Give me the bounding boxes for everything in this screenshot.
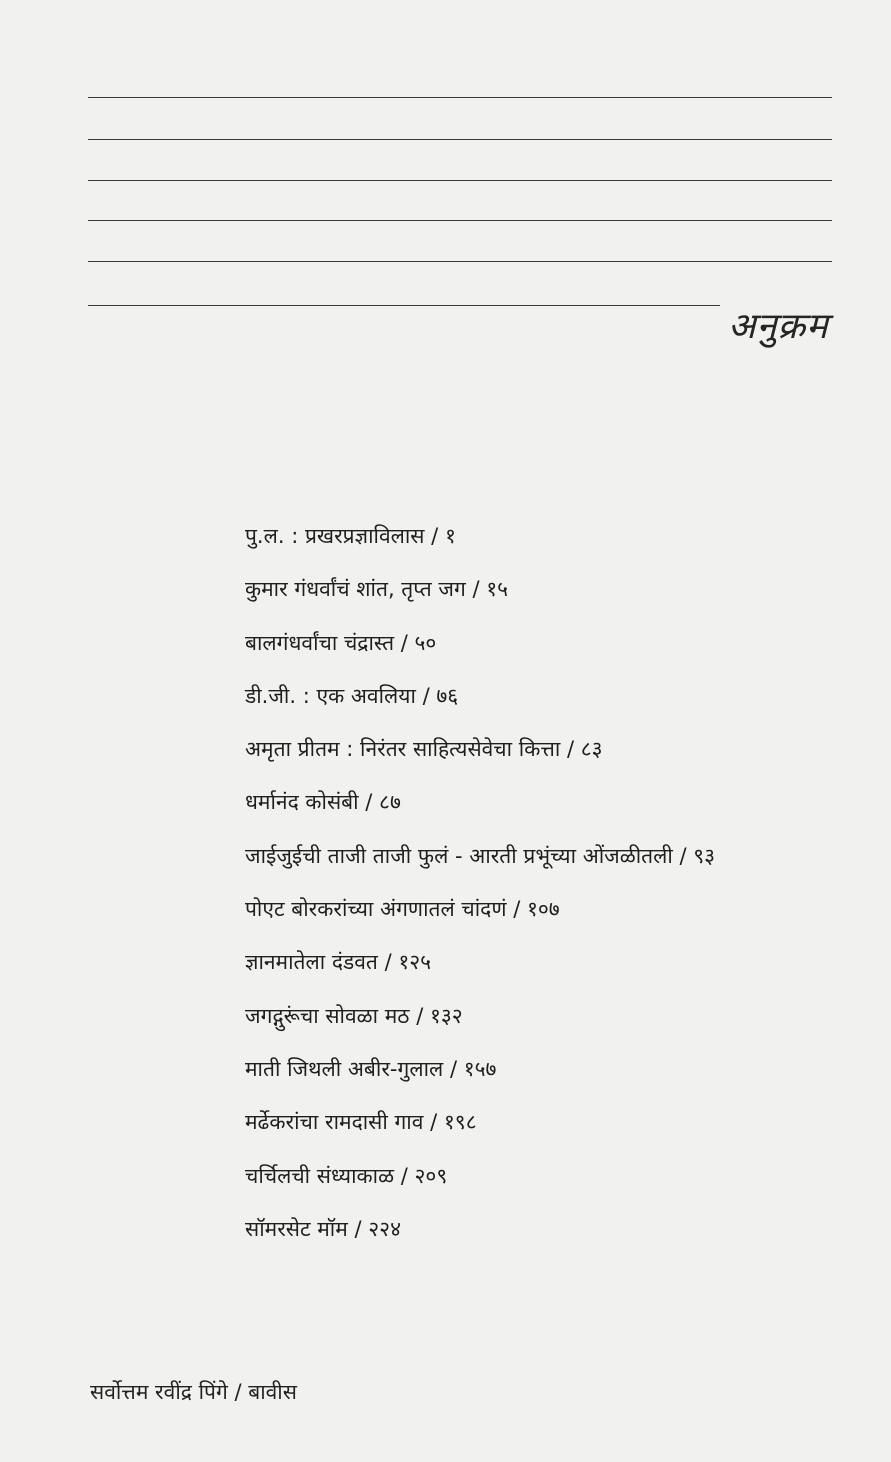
toc-entry-title: बालगंधर्वांचा चंद्रास्त: [245, 630, 395, 655]
toc-entry: चर्चिलची संध्याकाळ / २०९: [245, 1163, 448, 1188]
toc-entry: धर्मानंद कोसंबी / ८७: [245, 790, 401, 815]
table-of-contents: [245, 518, 865, 1264]
toc-entry: ज्ञानमातेला दंडवत / १२५: [245, 950, 432, 975]
toc-entry-title: पु.ल. : प्रखरप्रज्ञाविलास: [245, 524, 425, 548]
toc-entry: सॉमरसेट मॉम / २२४: [245, 1216, 401, 1241]
toc-entry-page: ७६: [436, 683, 459, 708]
toc-entry-title: अमृता प्रीतम : निरंतर साहित्यसेवेचा कित्ता: [245, 737, 561, 762]
toc-entry: पोएट बोरकरांच्या अंगणातलं चांदणं / १०७: [245, 897, 560, 922]
decorative-rule: [88, 97, 832, 98]
page-title: अनुक्रम: [728, 306, 829, 347]
toc-entry-title: माती जिथली अबीर-गुलाल: [245, 1056, 444, 1081]
toc-entry: जाईजुईची ताजी ताजी फुलं - आरती प्रभूंच्या ओंजळीतली / ९३: [245, 843, 716, 868]
decorative-rule: [88, 139, 832, 140]
toc-entry-page: १५७: [463, 1056, 497, 1081]
decorative-rule: [88, 305, 720, 306]
toc-entry-page: ८३: [580, 737, 603, 762]
toc-entry-page: १०७: [526, 897, 560, 922]
toc-entry: बालगंधर्वांचा चंद्रास्त / ५०: [245, 630, 437, 655]
toc-entry-title: जगद्गुरूंचा सोवळा मठ: [245, 1003, 410, 1028]
toc-entry: पु.ल. : प्रखरप्रज्ञाविलास / १: [245, 524, 456, 548]
decorative-rule: [88, 261, 832, 262]
toc-entry: माती जिथली अबीर-गुलाल / १५७: [245, 1056, 497, 1081]
toc-entry-title: पोएट बोरकरांच्या अंगणातलं चांदणं: [245, 897, 507, 922]
decorative-rule: [88, 220, 832, 221]
toc-entry-title: सॉमरसेट मॉम: [245, 1216, 348, 1241]
toc-entry-page: २०९: [414, 1163, 448, 1188]
toc-entry-title: डी.जी. : एक अवलिया: [245, 683, 416, 708]
toc-entry-page: १९८: [443, 1110, 477, 1135]
toc-entry-title: कुमार गंधर्वांचं शांत, तृप्त जग: [245, 577, 466, 602]
toc-entry-title: मर्ढेकरांचा रामदासी गाव: [245, 1110, 424, 1135]
toc-entry-page: १२५: [398, 950, 432, 975]
toc-entry-page: १: [444, 524, 456, 548]
toc-entry-title: ज्ञानमातेला दंडवत: [245, 950, 378, 975]
toc-entry-title: धर्मानंद कोसंबी: [245, 790, 359, 815]
toc-entry: डी.जी. : एक अवलिया / ७६: [245, 683, 459, 708]
toc-entry-page: ८७: [379, 790, 401, 815]
toc-entry-page: ५०: [414, 630, 437, 655]
decorative-rule: [88, 180, 832, 181]
toc-entry: अमृता प्रीतम : निरंतर साहित्यसेवेचा कित्ता / ८३: [245, 737, 603, 762]
toc-entry-title: जाईजुईची ताजी ताजी फुलं - आरती प्रभूंच्या ओंजळीतली: [245, 843, 673, 868]
toc-entry: जगद्गुरूंचा सोवळा मठ / १३२: [245, 1003, 463, 1028]
toc-entry-page: १३२: [429, 1003, 463, 1028]
toc-entry-page: १५: [486, 577, 509, 602]
toc-entry: मर्ढेकरांचा रामदासी गाव / १९८: [245, 1110, 477, 1135]
toc-entry-page: ९३: [693, 843, 716, 868]
running-footer: सर्वोत्तम रवींद्र पिंगे / बावीस: [90, 1380, 297, 1404]
toc-entry-page: २२४: [368, 1216, 401, 1241]
toc-entry: कुमार गंधर्वांचं शांत, तृप्त जग / १५: [245, 577, 509, 602]
toc-entry-title: चर्चिलची संध्याकाळ: [245, 1163, 395, 1188]
